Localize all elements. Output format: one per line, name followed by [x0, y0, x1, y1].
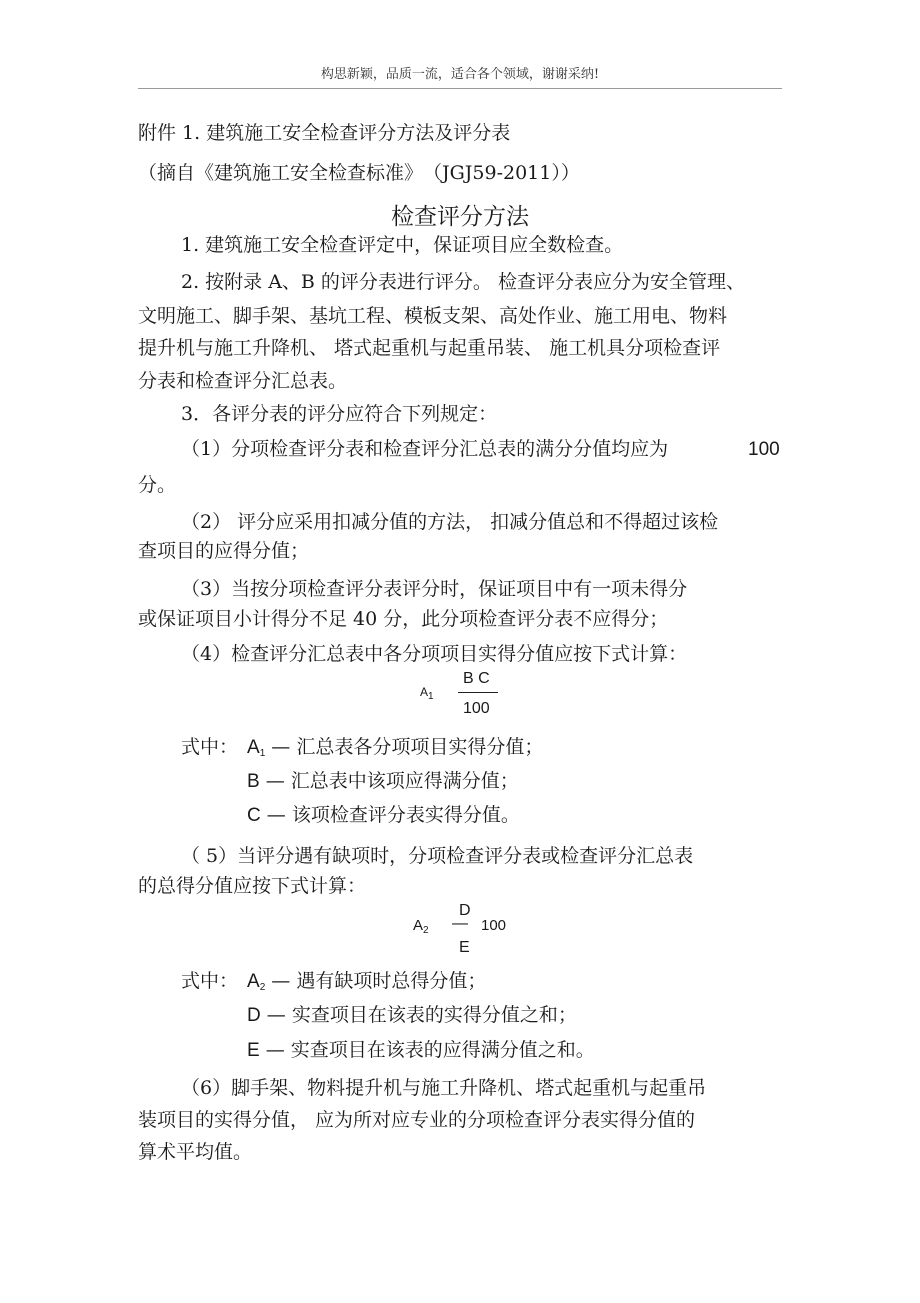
paragraph-3: 3．各评分表的评分应符合下列规定： — [181, 403, 498, 425]
paragraph-2-line-2: 文明施工、脚手架、基坑工程、模板支架、高处作业、施工用电、物料 — [138, 305, 728, 327]
page-header-slogan: 构思新颖，品质一流，适合各个领域，谢谢采纳! — [320, 67, 600, 82]
formula-1-denominator: 100 — [463, 700, 490, 717]
legend-2-intro: 式中： — [181, 970, 239, 992]
formula-2-lhs: $A_2$ — [413, 917, 429, 936]
rule-1-number: 100 — [748, 439, 780, 460]
formula-2-bar: — — [452, 915, 468, 932]
rule-6-line-3: 算术平均值。 — [138, 1141, 253, 1163]
rule-5-line-1: （ 5）当评分遇有缺项时，分项检查评分表或检查评分汇总表 — [181, 845, 694, 867]
rule-6-line-1: （6）脚手架、物料提升机与施工升降机、塔式起重机与起重吊 — [181, 1077, 707, 1099]
formula-2-factor: 100 — [481, 917, 507, 934]
legend-1-c: C — 该项检查评分表实得分值。 — [247, 804, 520, 826]
formula-1-lhs: $A_1$ — [420, 685, 434, 702]
legend-1-intro: 式中： — [181, 736, 239, 758]
rule-3-line-1: （3）当按分项检查评分表评分时，保证项目中有一项未得分 — [181, 578, 688, 600]
rule-2-line-2: 查项目的应得分值； — [138, 540, 310, 562]
section-title: 检查评分方法 — [391, 204, 529, 230]
paragraph-2-line-3: 提升机与施工升降机、 塔式起重机与起重吊装、 施工机具分项检查评 — [138, 337, 721, 359]
paragraph-2-line-4: 分表和检查评分汇总表。 — [138, 370, 348, 392]
rule-4: （4）检查评分汇总表中各分项项目实得分值应按下式计算： — [181, 643, 688, 665]
legend-2-d: D — 实查项目在该表的实得分值之和； — [247, 1004, 577, 1026]
formula-2-numerator: D — [459, 902, 471, 919]
paragraph-1: 1. 建筑施工安全检查评定中，保证项目应全数检查。 — [181, 234, 624, 256]
legend-1-a1: A1 — 汇总表各分项项目实得分值； — [247, 736, 544, 759]
formula-1-fraction-bar — [458, 692, 498, 693]
legend-2-a2: A2 — 遇有缺项时总得分值； — [247, 970, 487, 993]
paragraph-2-line-1: 2. 按附录 A、B 的评分表进行评分。 检查评分表应分为安全管理、 — [181, 271, 745, 293]
header-divider — [138, 88, 782, 89]
rule-6-line-2: 装项目的实得分值， 应为所对应专业的分项检查评分表实得分值的 — [138, 1109, 696, 1131]
source-note: （摘自《建筑施工安全检查标准》 （JGJ59-2011）） — [138, 162, 580, 184]
formula-2-denominator: E — [459, 939, 470, 956]
rule-5-line-2: 的总得分值应按下式计算： — [138, 875, 367, 897]
legend-1-b: B — 汇总表中该项应得满分值； — [247, 770, 519, 792]
rule-2-line-1: （2） 评分应采用扣减分值的方法， 扣减分值总和不得超过该检 — [181, 511, 719, 533]
rule-1-line-1: （1）分项检查评分表和检查评分汇总表的满分分值均应为 — [181, 438, 669, 460]
rule-3-line-2: 或保证项目小计得分不足 40 分，此分项检查评分表不应得分； — [138, 608, 669, 630]
rule-1-line-2: 分。 — [138, 474, 177, 496]
formula-1-numerator: B C — [463, 670, 490, 687]
attachment-title: 附件 1. 建筑施工安全检查评分方法及评分表 — [138, 122, 511, 144]
legend-2-e: E — 实查项目在该表的应得满分值之和。 — [247, 1039, 595, 1061]
